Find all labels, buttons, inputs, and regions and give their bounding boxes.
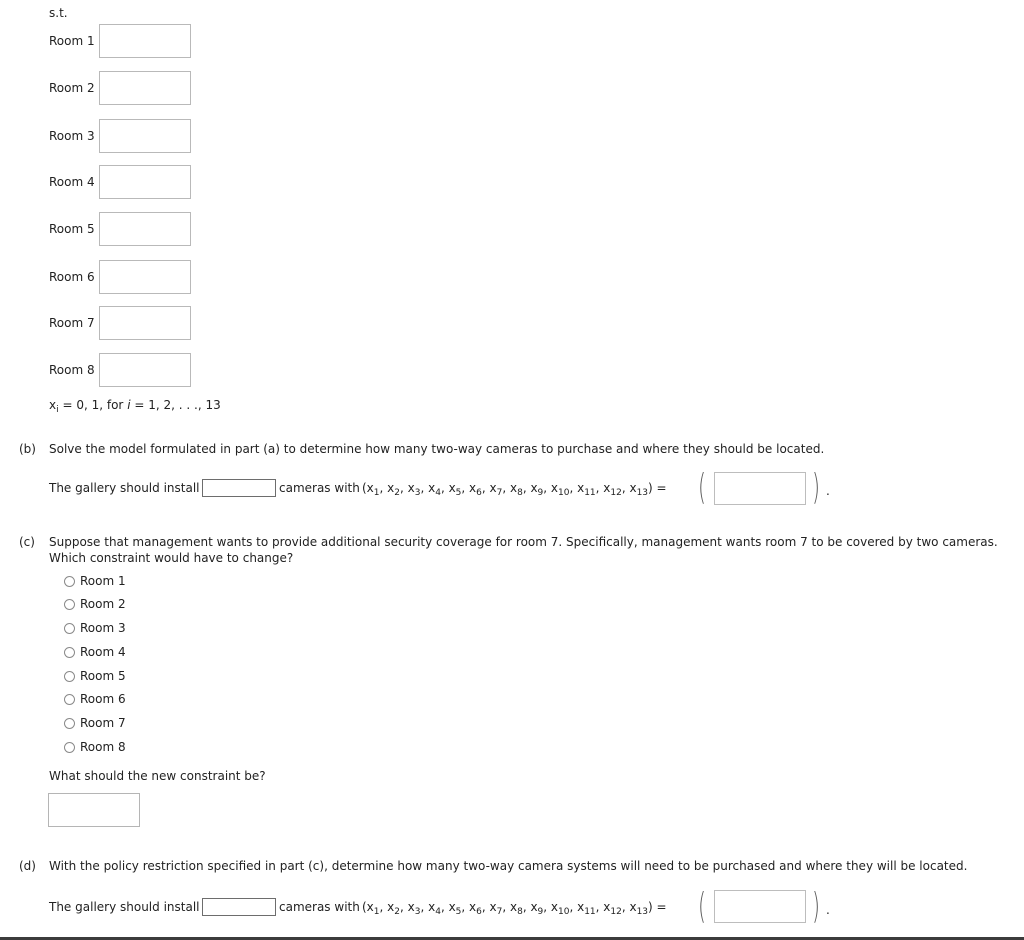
- part-b-question: Solve the model formulated in part (a) to determine how many two-way cameras to purchase and where they should be located.: [49, 442, 825, 456]
- constraint-input-room-1[interactable]: [99, 24, 191, 58]
- part-d-right-paren: ): [812, 886, 820, 927]
- option-label: Room 8: [80, 740, 126, 754]
- part-d-camera-count-input[interactable]: [202, 898, 276, 916]
- constraint-label-room-3: Room 3: [49, 129, 95, 143]
- part-d-tag: (d): [19, 859, 36, 873]
- new-constraint-prompt: What should the new constraint be?: [49, 769, 266, 783]
- constraint-input-room-4[interactable]: [99, 165, 191, 199]
- constraint-label-room-5: Room 5: [49, 222, 95, 236]
- constraint-input-room-8[interactable]: [99, 353, 191, 387]
- part-b-period: .: [826, 484, 830, 498]
- part-c-question-line2: Which constraint would have to change?: [49, 551, 294, 565]
- constraint-label-room-4: Room 4: [49, 175, 95, 189]
- option-label: Room 4: [80, 645, 126, 659]
- option-room-7[interactable]: [64, 715, 126, 731]
- option-label: Room 3: [80, 621, 126, 635]
- option-room-5[interactable]: [64, 668, 126, 684]
- constraint-input-room-5[interactable]: [99, 212, 191, 246]
- option-room-3[interactable]: [64, 620, 126, 636]
- part-d-install-suffix: cameras with: [279, 900, 360, 914]
- option-room-4[interactable]: [64, 644, 126, 660]
- part-d-install-prefix: The gallery should install: [49, 900, 200, 914]
- constraint-input-room-3[interactable]: [99, 119, 191, 153]
- part-d-left-paren: (: [698, 886, 706, 927]
- part-b-left-paren: (: [698, 467, 706, 508]
- radio-button[interactable]: [64, 623, 75, 634]
- option-room-8[interactable]: [64, 739, 126, 755]
- radio-button[interactable]: [64, 576, 75, 587]
- part-d-period: .: [826, 903, 830, 917]
- part-d-vector-input[interactable]: [714, 890, 806, 923]
- radio-button[interactable]: [64, 718, 75, 729]
- domain-range: = 1, 2, . . ., 13: [134, 398, 221, 412]
- radio-button[interactable]: [64, 671, 75, 682]
- constraint-label-room-7: Room 7: [49, 316, 95, 330]
- radio-button[interactable]: [64, 742, 75, 753]
- option-room-6[interactable]: [64, 691, 126, 707]
- domain-i: i: [127, 398, 131, 412]
- constraint-input-room-2[interactable]: [99, 71, 191, 105]
- constraint-label-room-1: Room 1: [49, 34, 95, 48]
- part-d-vector-lhs: ($x_1$, $x_2$, $x_3$, $x_4$, $x_5$, $x_6$, $x_7$, $x_8$, $x_9$, $x_{10}$, $x_{11}$, $x_{12}$, $x_{13}$) =: [362, 900, 667, 917]
- part-b-right-paren: ): [812, 467, 820, 508]
- part-b-install-suffix: cameras with: [279, 481, 360, 495]
- constraint-label-room-6: Room 6: [49, 270, 95, 284]
- st-label: s.t.: [49, 6, 68, 20]
- part-b-install-prefix: The gallery should install: [49, 481, 200, 495]
- part-b-vector-lhs: ($x_1$, $x_2$, $x_3$, $x_4$, $x_5$, $x_6$, $x_7$, $x_8$, $x_9$, $x_{10}$, $x_{11}$, $x_{12}$, $x_{13}$) =: [362, 481, 667, 498]
- part-b-vector-input[interactable]: [714, 472, 806, 505]
- domain-var: x: [49, 398, 57, 412]
- domain-sub: i: [56, 405, 59, 415]
- domain-constraint: [49, 398, 221, 415]
- option-label: Room 5: [80, 669, 126, 683]
- constraint-input-room-7[interactable]: [99, 306, 191, 340]
- option-room-2[interactable]: [64, 596, 126, 612]
- part-b-camera-count-input[interactable]: [202, 479, 276, 497]
- radio-button[interactable]: [64, 647, 75, 658]
- option-label: Room 2: [80, 597, 126, 611]
- new-constraint-input[interactable]: [48, 793, 140, 827]
- option-label: Room 1: [80, 574, 126, 588]
- domain-rest: = 0, 1, for: [62, 398, 124, 412]
- part-c-tag: (c): [19, 535, 35, 549]
- constraint-label-room-2: Room 2: [49, 81, 95, 95]
- constraint-label-room-8: Room 8: [49, 363, 95, 377]
- option-label: Room 7: [80, 716, 126, 730]
- option-label: Room 6: [80, 692, 126, 706]
- radio-button[interactable]: [64, 694, 75, 705]
- part-d-question: With the policy restriction specified in part (c), determine how many two-way camera systems will need to be purchased and where they will be located.: [49, 859, 968, 873]
- option-room-1[interactable]: [64, 573, 126, 589]
- part-c-question-line1: Suppose that management wants to provide additional security coverage for room 7. Specifically, management wants room 7 to be covered by two cameras.: [49, 535, 998, 549]
- constraint-input-room-6[interactable]: [99, 260, 191, 294]
- radio-button[interactable]: [64, 599, 75, 610]
- part-b-tag: (b): [19, 442, 36, 456]
